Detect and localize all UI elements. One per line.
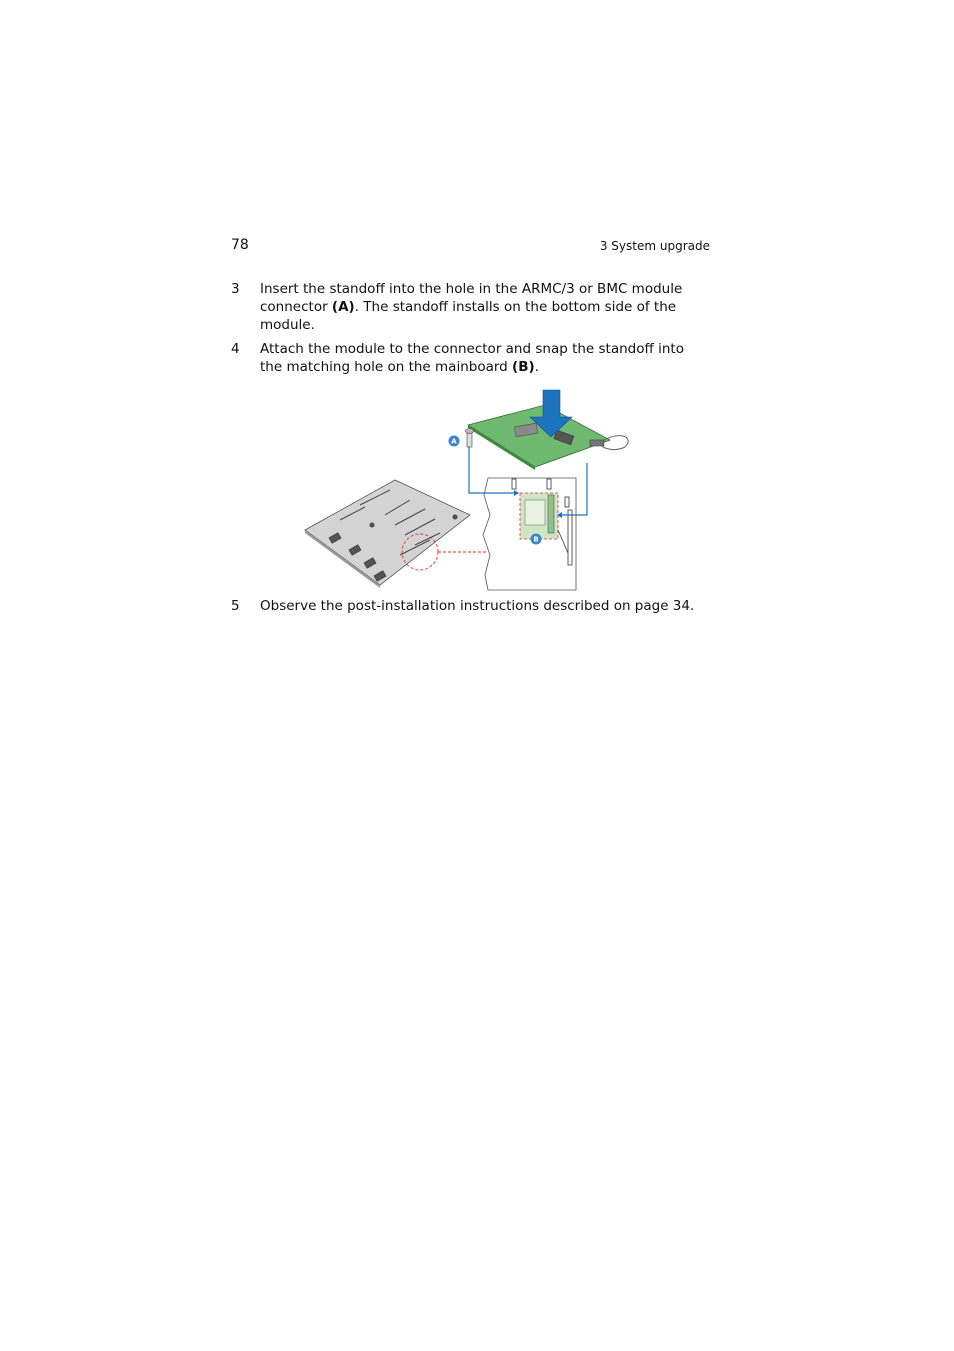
step-number: 5 [231, 598, 240, 614]
step-5 [231, 597, 701, 615]
running-header: 3 System upgrade [599, 239, 710, 253]
step-3 [231, 280, 701, 334]
step-text: Insert the standoff into the hole in the ARMC/3 or BMC module connector (A). The standoff installs on the bottom side of the module. [260, 281, 683, 333]
step-number: 4 [231, 341, 240, 357]
svg-text:B: B [533, 535, 539, 544]
zoom-detail-panel [483, 478, 576, 590]
callout-ref-b: (B) [512, 359, 535, 375]
svg-text:A: A [451, 437, 457, 446]
step-number: 3 [231, 281, 240, 297]
installation-illustration [300, 385, 640, 595]
callout-ref-a: (A) [331, 299, 355, 315]
callout-b [531, 534, 542, 545]
mainboard-drawing [305, 480, 488, 588]
step-text: Observe the post-installation instructions described on page 34. [260, 598, 695, 614]
page-number: 78 [231, 237, 249, 253]
step-4 [231, 340, 701, 376]
callout-a [449, 436, 460, 447]
step-text: Attach the module to the connector and snap the standoff into the matching hole on the mainboard (B). [260, 341, 684, 375]
